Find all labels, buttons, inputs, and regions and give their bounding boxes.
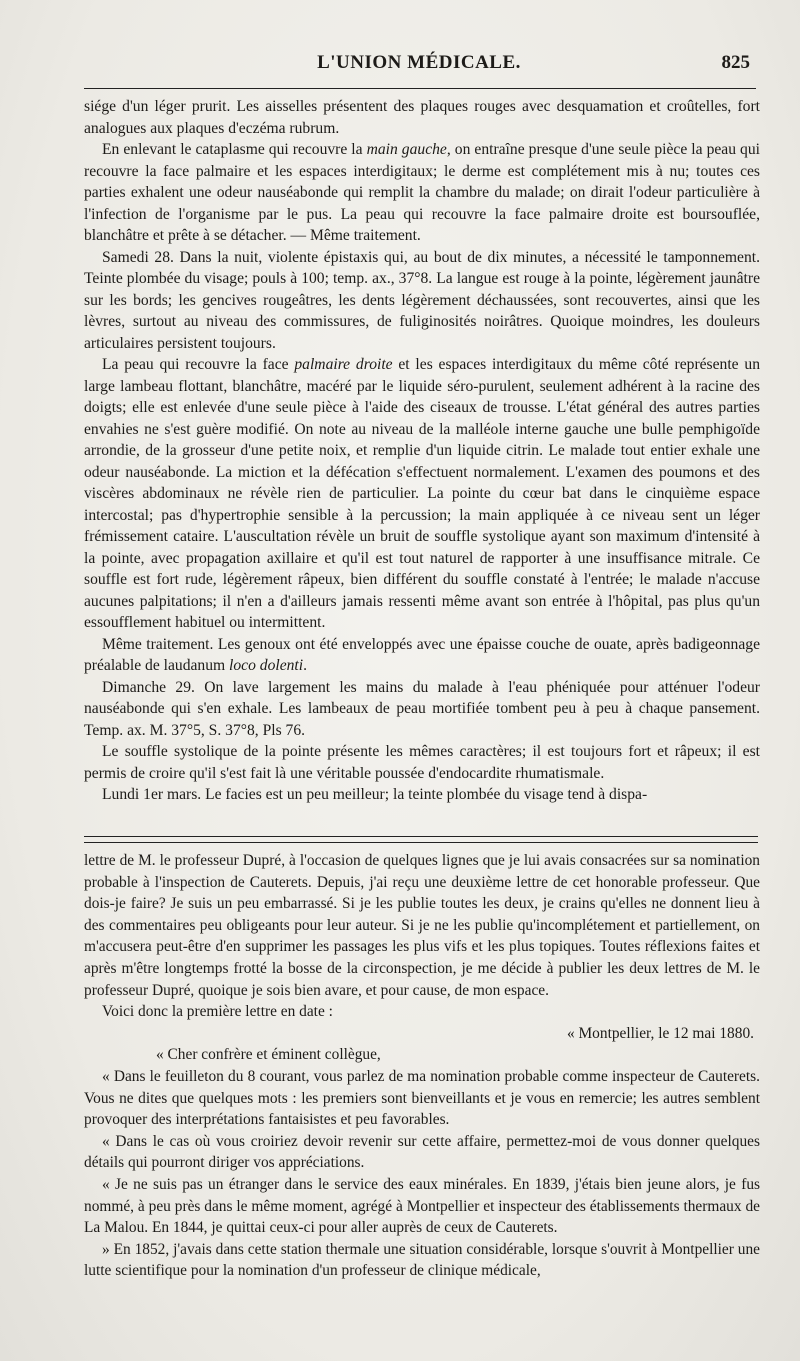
feuilleton-column: [84, 850, 760, 1282]
article-paragraph: Le souffle systolique de la pointe présente les mêmes caractères; il est toujours fort et râpeux; il est permis de croire qu'il s'est fait là une véritable poussée d'endocardite rhumatismale.: [84, 743, 760, 782]
article-paragraph: En enlevant le cataplasme qui recouvre la main gauche, on entraîne presque d'une seule pièce la peau qui recouvre la face palmaire et les espaces interdigitaux; le derme est complétement mis à nu; toutes ces parties exhalent une odeur nauséabonde qui remplit la chambre du malade; on dirait l'odeur particulière à l'infection de l'organisme par le pus. La peau qui recouvre la face palmaire droite est boursouflée, blanchâtre et prête à se détacher. — Même traitement.: [84, 141, 760, 244]
running-title: L'UNION MÉDICALE.: [317, 52, 521, 73]
page-number: 825: [721, 52, 750, 73]
letter-salutation: « Cher confrère et éminent collègue,: [156, 1046, 381, 1064]
article-paragraph: La peau qui recouvre la face palmaire droite et les espaces interdigitaux du même côté représente un large lambeau flottant, blanchâtre, macéré par le liquide séro-purulent, seulement adhérent à la racine des doigts; elle est enlevée d'une seule pièce à l'aide des ciseaux de trousse. L'état général des autres parties envahies ne s'est guère modifié. On note au niveau de la malléole interne gauche une bulle pemphigoïde arrondie, de la grosseur d'une petite noix, et remplie d'un liquide citrin. Le malade tout entier exhale une odeur nauséabonde. La miction et la défécation s'effectuent normalement. L'examen des poumons et des viscères abdominaux ne révèle rien de particulier. La pointe du cœur bat dans le cinquième espace intercostal; pas d'hypertrophie sensible à la percussion; la main appliquée à ce niveau sent un léger frémissement cataire. L'auscultation révèle un bruit de souffle systolique ayant son maximum d'intensité à la pointe, avec propagation axillaire et qu'il est tout naturel de rapporter à une insuffisance mitrale. Ce souffle est fort rude, légèrement râpeux, bien différent du souffle constaté à l'entrée; le malade n'accuse aucunes palpitations; il n'en a d'ailleurs jamais ressenti même avant son entrée à l'hôpital, pas plus qu'un essoufflement habituel ou intermittent.: [84, 356, 760, 631]
letter-paragraph: « Je ne suis pas un étranger dans le service des eaux minérales. En 1839, j'étais bien jeune alors, je fus nommé, à peu près dans le même moment, agrégé à Montpellier et inspecteur des établissements thermaux de La Malou. En 1844, je quittai ceux-ci pour aller auprès de ceux de Cauterets.: [84, 1175, 760, 1237]
article-paragraph: Samedi 28. Dans la nuit, violente épistaxis qui, au bout de dix minutes, a nécessité le tamponnement. Teinte plombée du visage; pouls à 100; temp. ax., 37°8. La langue est rouge à la pointe, légèrement jaunâtre sur les bords; les gencives rougeâtres, les dents légèrement déchaussées, sont recouvertes, ainsi que les lèvres, surtout au niveau des commissures, de fuliginosités noirâtres. Quoique moindres, les douleurs articulaires persistent toujours.: [84, 248, 760, 352]
letter-paragraph: « Dans le feuilleton du 8 courant, vous parlez de ma nomination probable comme inspecteur de Cauterets. Vous ne dites que quelques mots : les premiers sont bienveillants et je vous en remercie; les autres semblent provoquer des interprétations fantaisistes et peu favorables.: [84, 1067, 760, 1129]
article-paragraph: Dimanche 29. On lave largement les mains du malade à l'eau phéniquée pour atténuer l'odeur nauséabonde qui s'en exhale. Les lambeaux de peau mortifiée tombent peu à peu à chaque pansement. Temp. ax. M. 37°5, S. 37°8, Pls 76.: [84, 678, 760, 739]
page-header: [84, 52, 754, 82]
feuilleton-paragraph: lettre de M. le professeur Dupré, à l'occasion de quelques lignes que je lui avais consacrées sur sa nomination probable à l'inspection de Cauterets. Depuis, j'ai reçu une deuxième lettre de cet honorable professeur. Que dois-je faire? Je suis un peu embarrassé. Si je les publie toutes les deux, je crains qu'elles ne donnent lieu à des commentaires peu obligeants pour leur auteur. Si je ne les publie qu'incomplétement et partiellement, on m'accusera peut-être d'en supprimer les passages les plus vifs et les plus topiques. Toutes réflexions faites et après m'être longtemps frotté la bosse de la circonspection, je me décide à publier les deux lettres de M. le professeur Dupré, quoique je sois bien avare, et pour cause, de mon espace.: [84, 852, 760, 999]
header-rule: [84, 88, 756, 89]
article-paragraph: Même traitement. Les genoux ont été enveloppés avec une épaisse couche de ouate, après badigeonnage préalable de laudanum loco dolenti.: [84, 635, 760, 674]
article-paragraph: siége d'un léger prurit. Les aisselles présentent des plaques rouges avec desquamation et croûtelles, fort analogues aux plaques d'eczéma rubrum.: [84, 98, 760, 137]
feuilleton-separator: [84, 836, 758, 843]
letter-paragraph: » En 1852, j'avais dans cette station thermale une situation considérable, lorsque s'ouvrit à Montpellier une lutte scientifique pour la nomination d'un professeur de clinique médicale,: [84, 1240, 760, 1280]
article-column: [84, 96, 760, 806]
article-paragraph: Lundi 1er mars. Le facies est un peu meilleur; la teinte plombée du visage tend à dispa-: [102, 786, 648, 803]
letter-paragraph: « Dans le cas où vous croiriez devoir revenir sur cette affaire, permettez-moi de vous donner quelques détails qui pourront diriger vos appréciations.: [84, 1132, 760, 1172]
feuilleton-paragraph: Voici donc la première lettre en date :: [102, 1003, 333, 1021]
letter-dateline: « Montpellier, le 12 mai 1880.: [566, 1024, 754, 1042]
